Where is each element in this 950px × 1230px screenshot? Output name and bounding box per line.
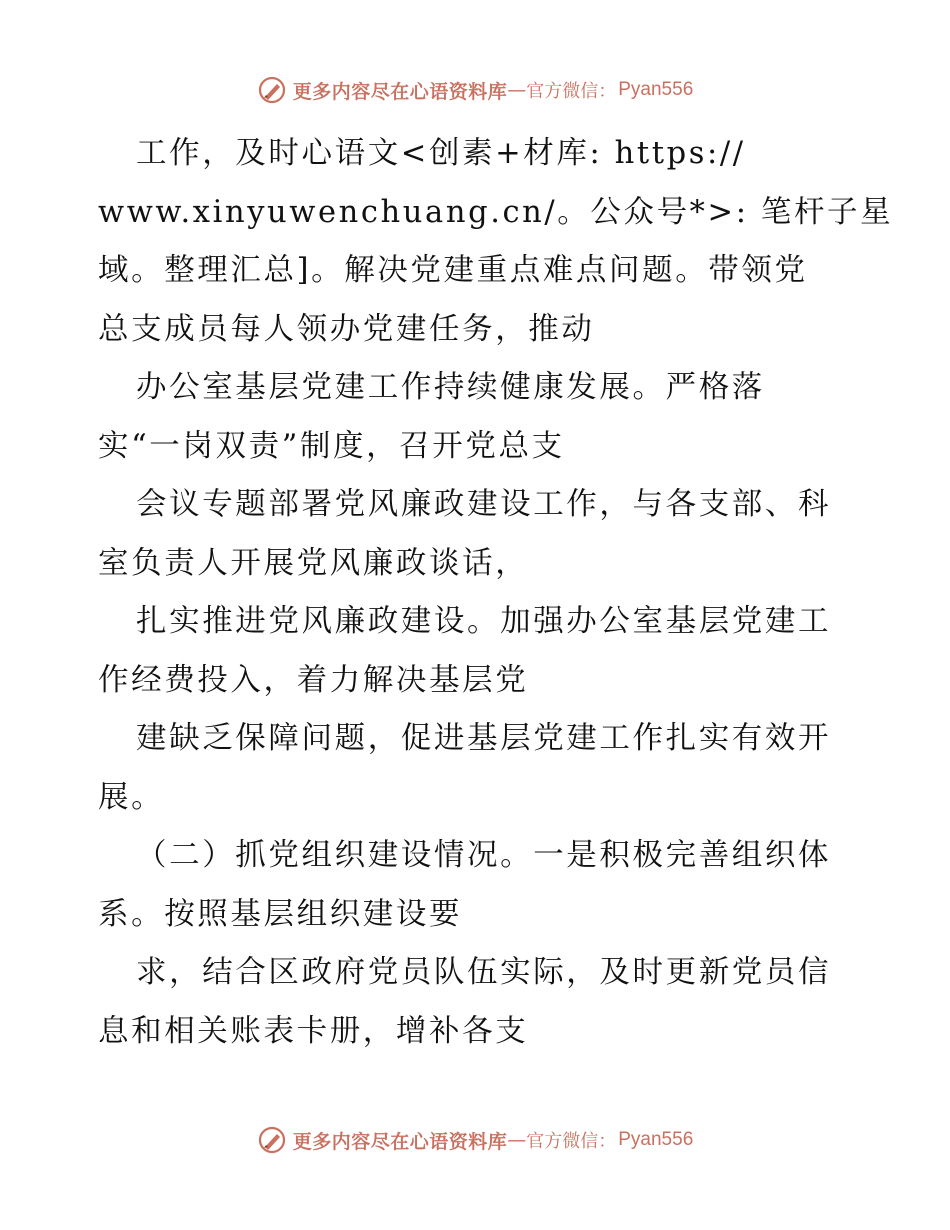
text-line: 求，结合区政府党员队伍实际，及时更新党员信 — [136, 955, 832, 990]
text-line: 系。按照基层组织建设要 — [98, 896, 463, 932]
text-line: 建缺乏保障问题，促进基层党建工作扎实有效开 — [136, 721, 832, 756]
text-line: 息和相关账表卡册，增补各支 — [98, 1013, 529, 1049]
watermark-wechat-label: 官方微信： — [526, 1131, 617, 1152]
watermark-wechat-label: 官方微信： — [526, 81, 617, 102]
text-line: 展。 — [98, 779, 165, 815]
text-line: 实“一岗双责”制度，召开党总支 — [98, 428, 565, 464]
text-line: 扎实推进党风廉政建设。加强办公室基层党建工 — [136, 604, 832, 639]
watermark-dash: — — [507, 79, 527, 101]
text-line: 工作，及时心语文<创素+材库: https:// — [136, 136, 746, 171]
watermark-wechat-id: Pyan556 — [618, 1129, 694, 1150]
watermark-text: 更多内容尽在心语资料库 — [292, 1130, 508, 1153]
text-line: 作经费投入，着力解决基层党 — [98, 662, 529, 698]
section-heading-line: （二）抓党组织建设情况。一是积极完善组织体 — [136, 838, 832, 873]
text-line: 总支成员每人领办党建任务，推动 — [98, 311, 595, 347]
text-line: 会议专题部署党风廉政建设工作，与各支部、科 — [136, 487, 832, 522]
pen-logo-icon — [257, 1125, 287, 1155]
watermark-wechat-id: Pyan556 — [618, 79, 694, 100]
text-line: 室负责人开展党风廉政谈话， — [98, 545, 529, 581]
text-line: 域。整理汇总]。解决党建重点难点问题。带领党 — [98, 253, 808, 288]
text-line: www.xinyuwenchuang.cn/。公众号*>: 笔杆子星 — [98, 194, 894, 230]
watermark-dash: — — [507, 1129, 527, 1151]
document-body — [98, 125, 894, 1061]
footer-watermark — [0, 1120, 950, 1160]
pen-logo-icon — [257, 75, 287, 105]
header-watermark — [0, 70, 950, 110]
watermark-text: 更多内容尽在心语资料库 — [292, 80, 508, 103]
text-line: 办公室基层党建工作持续健康发展。严格落 — [136, 370, 765, 405]
